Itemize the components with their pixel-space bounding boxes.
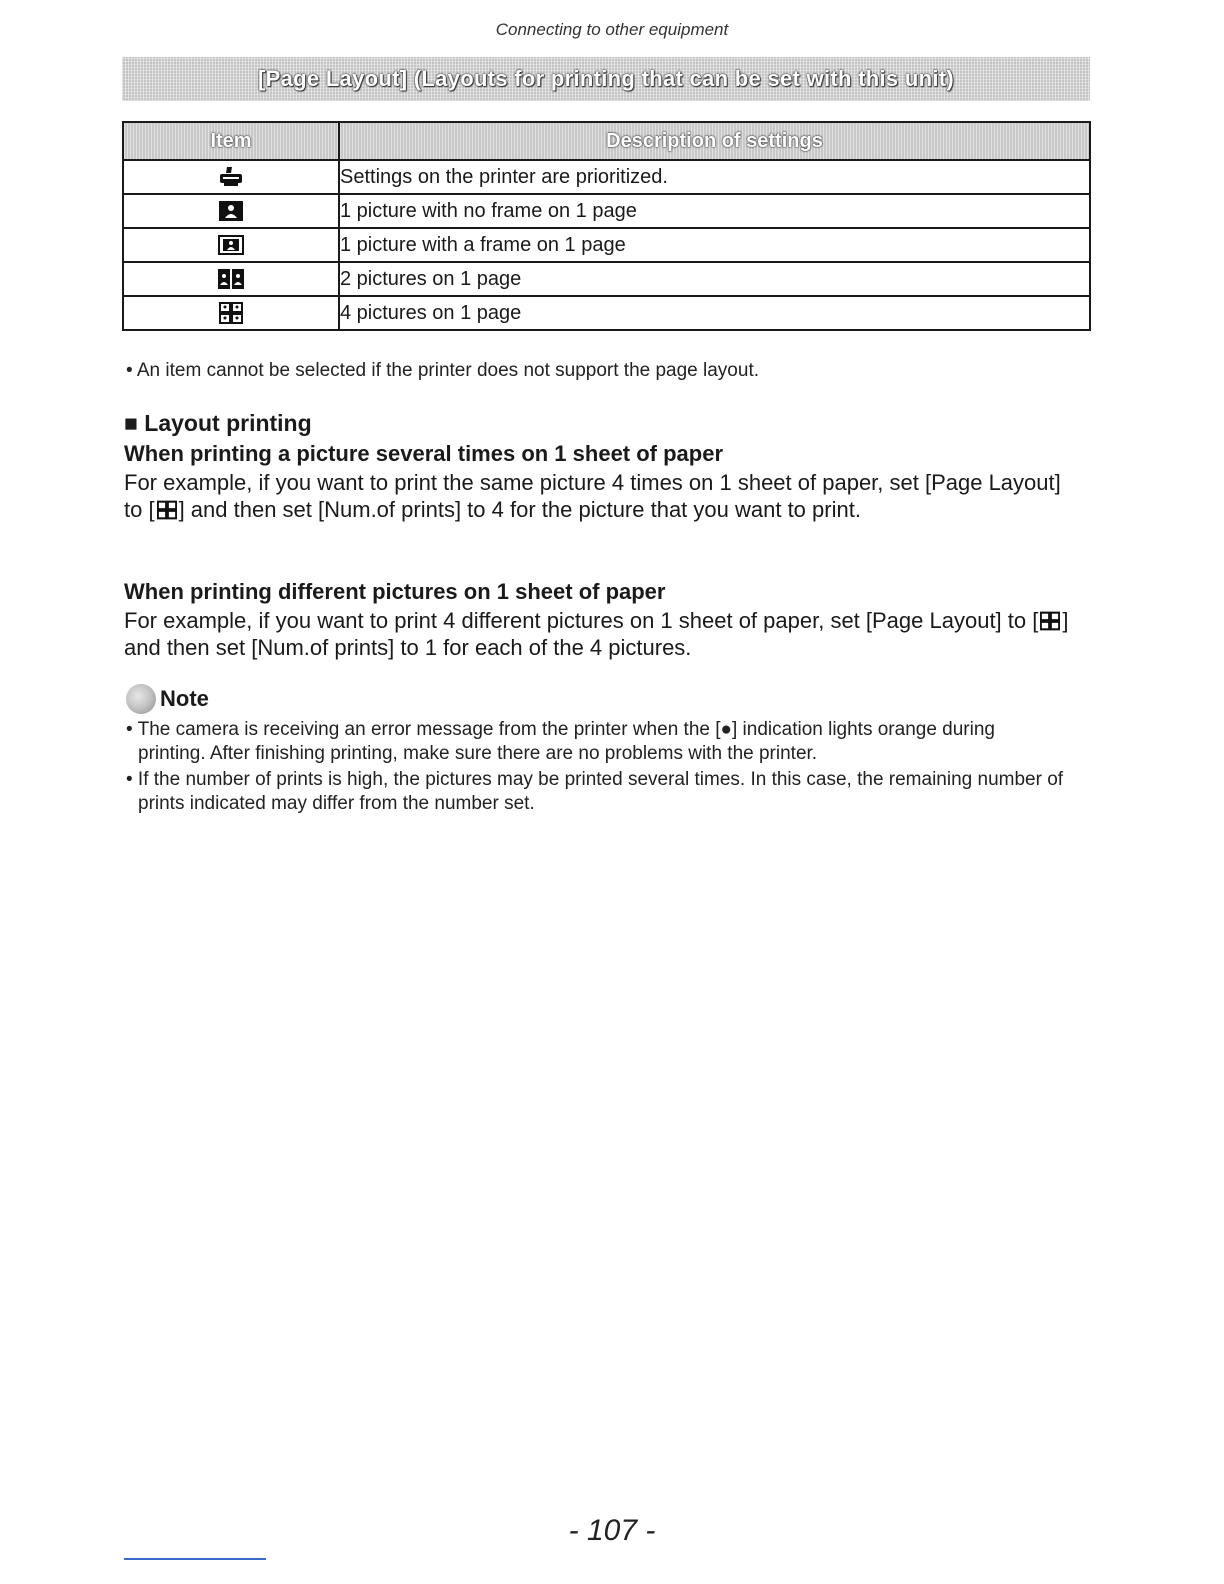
same-picture-text-before: For example, if you want to print the same picture 4 times on 1 sheet of paper, set [Page Layout] to [	[124, 470, 1061, 522]
footer-rule	[124, 1558, 266, 1560]
row-description: 2 pictures on 1 page	[339, 262, 1090, 296]
page-layout-table	[122, 121, 1091, 331]
row-description: 1 picture with a frame on 1 page	[339, 228, 1090, 262]
note-heading	[126, 684, 209, 714]
two-pictures-icon	[218, 269, 244, 289]
header-description: Description of settings	[339, 122, 1090, 160]
different-pictures-heading: When printing different pictures on 1 sheet of paper	[124, 579, 666, 604]
section-title: [Page Layout] (Layouts for printing that can be set with this unit)	[258, 66, 954, 91]
same-picture-paragraph	[124, 469, 1084, 523]
printer-priority-icon	[218, 165, 244, 189]
four-pictures-icon	[157, 500, 177, 520]
different-pictures-paragraph	[124, 607, 1084, 661]
row-description: 4 pictures on 1 page	[339, 296, 1090, 330]
note-item: • If the number of prints is high, the pictures may be printed several times. In this case, the remaining number of prints indicated may differ from the number set.	[126, 769, 1064, 814]
four-pictures-icon	[1040, 611, 1060, 631]
note-icon	[126, 684, 156, 714]
one-picture-with-frame-icon	[218, 235, 244, 255]
table-footnote: • An item cannot be selected if the printer does not support the page layout.	[126, 360, 760, 381]
note-title: Note	[160, 686, 209, 711]
table-header-row	[123, 122, 1090, 160]
different-pictures-text-after: ] and then set [Num.of prints] to 1 for each of the 4 pictures.	[124, 608, 1069, 660]
different-pictures-text-before: For example, if you want to print 4 different pictures on 1 sheet of paper, set [Page Layout] to [	[124, 608, 1039, 633]
running-head: Connecting to other equipment	[495, 20, 729, 39]
table-row	[123, 228, 1090, 262]
same-picture-text-after: ] and then set [Num.of prints] to 4 for the picture that you want to print.	[178, 497, 861, 522]
one-picture-no-frame-icon	[219, 201, 243, 221]
table-row	[123, 262, 1090, 296]
section-title-band	[122, 57, 1090, 101]
table-row	[123, 194, 1090, 228]
note-list	[126, 718, 1066, 818]
header-item: Item	[123, 122, 339, 160]
same-picture-heading: When printing a picture several times on 1 sheet of paper	[124, 441, 724, 466]
note-item: • The camera is receiving an error message from the printer when the [●] indication lights orange during printing. After finishing printing, make sure there are no problems with the printer.	[126, 719, 995, 764]
table-row	[123, 160, 1090, 194]
page-number: - 107 -	[568, 1514, 656, 1547]
four-pictures-icon	[219, 302, 243, 324]
table-row	[123, 296, 1090, 330]
layout-printing-title: ■ Layout printing	[124, 410, 312, 436]
row-description: 1 picture with no frame on 1 page	[339, 194, 1090, 228]
row-description: Settings on the printer are prioritized.	[339, 160, 1090, 194]
